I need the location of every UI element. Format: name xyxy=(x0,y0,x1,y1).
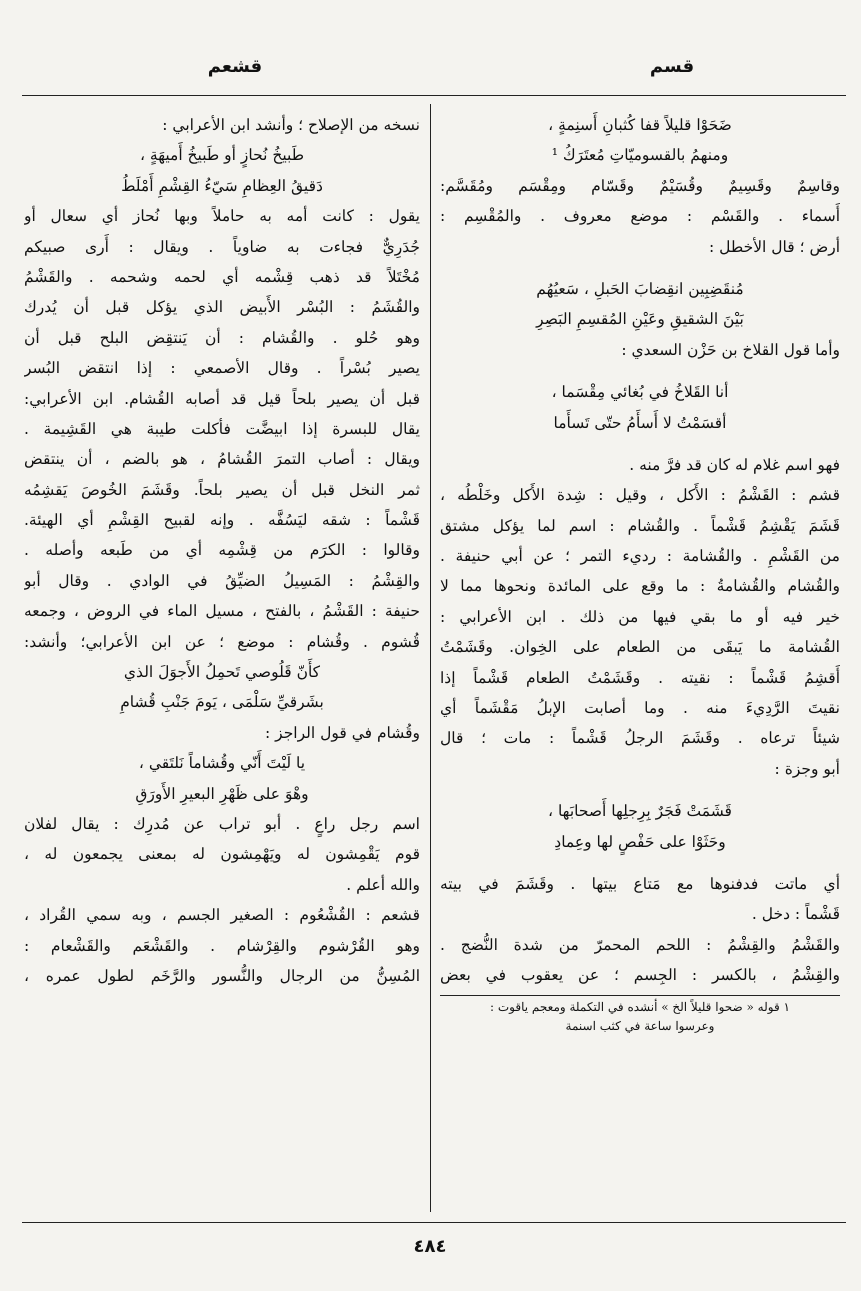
verse-line: ومنهمُ بالقسوميّاتِ مُعتَرَكُ ¹ xyxy=(551,146,729,165)
text-line: قَشْماً : شقه ليَسُفَّه . وإنه لقبيح القِشْمِ أي الهيئة. xyxy=(24,511,420,530)
footnote-line: ١ قوله « ضحوا قليلاً الخ » أنشده في التكملة ومعجم ياقوت : xyxy=(490,999,790,1014)
text-line: جُدَرِيٌّ فجاءت به ضاوياً . ويقال : أَرى صبيكم xyxy=(24,237,420,256)
spacer xyxy=(440,857,840,869)
text-line: أَسماء . والقَسْم : موضع معروف . والمُقْسِم : xyxy=(440,207,840,226)
text-line: والله أعلم . xyxy=(346,875,420,894)
spacer xyxy=(440,365,840,377)
text-line: أي ماتت فدفنوها مع مَتاع بيتها . وقَشَمَ في بيته xyxy=(440,874,840,893)
text-line: أَقشِمُ قَشْماً : نقيته . وقَشَمْتُ الطعام قَشْماً إذا xyxy=(440,668,840,687)
text-line: وقالوا : الكرَم من قِشْمِه أي من طَبعه وأصله . xyxy=(24,541,420,560)
text-line: قَشْماً : دخل . xyxy=(751,905,840,924)
text-line: وهو القُرْشوم والقِرْشام . والقَشْعَم والقَشْعام : xyxy=(24,936,420,955)
header-right-word: قسم xyxy=(649,56,695,77)
header-divider xyxy=(22,95,846,96)
text-line: القُشامة ما يَبقَى من الطعام على الخِوان. وقَشَمْتُ xyxy=(440,638,840,657)
text-line: اسم رجل راعٍ . أبو تراب عن مُدرِك : يقال لفلان xyxy=(24,814,420,833)
verse-line: طَبيخُ نُحازٍ أو طَبيخُ أَميهَةٍ ، xyxy=(139,146,305,165)
text-line: من القَشْمِ . والقُشامة : رديء التمر ؛ عن أبي حنيفة . xyxy=(440,547,840,566)
text-line: والقِشْمُ ، بالكسر : الجِسم ؛ عن يعقوب في بعض xyxy=(440,966,840,985)
verse-line: ضَحَوْا قليلاً قفا كُثبانِ أَسنِمةٍ ، xyxy=(548,116,732,134)
footnote xyxy=(440,998,840,1036)
text-line: قَشَمَ يَقْشِمُ قَشْماً . والقُشام : اسم لما يؤكل مشتق xyxy=(440,516,840,535)
verse-line: أقسَمْتُ لا أَسأَمُ حتّى تَسأَما xyxy=(553,413,727,432)
text-line: يصير بُسْراً . وقال الأصمعي : إذا انتقض البُسر xyxy=(24,359,420,378)
spacer xyxy=(440,438,840,450)
verse-line: قَشَمَتْ فَجَرٌ بِرِجلِها أَصحابَها ، xyxy=(548,802,732,821)
text-line: أرض ؛ قال الأخطل : xyxy=(709,237,840,256)
header-left-word: قشعم xyxy=(207,56,263,77)
verse-line: بَيْنَ الشقيقِ وعَيْنِ المُقسِمِ البَصِرِ xyxy=(536,310,744,329)
right-column xyxy=(440,110,840,1036)
footnote-divider xyxy=(440,995,840,996)
right-column-text xyxy=(440,110,840,991)
verse-line: يا لَيْتَ أَنّي وقُشاماً نَلتَقي ، xyxy=(138,754,306,773)
text-line: نقيتَ الرَّدِيءَ منه . وما أصابت الإبلُ مَقْشَماً أي xyxy=(440,699,840,718)
footnote-line: وعرسوا ساعة في كثب اسنمة xyxy=(565,1018,715,1033)
page-number: ٤٨٤ xyxy=(413,1236,447,1257)
spacer xyxy=(440,784,840,796)
text-line: حنيفة : القَشْمُ ، بالفتح ، مسيل الماء في الروض ، وجمعه xyxy=(24,602,420,621)
text-line: وأما قول القلاخ بن حَزْن السعدي : xyxy=(621,340,840,359)
verse-line: دَقيقُ العِظامِ سَيّءُ القِشْمِ أَمْلَطُ xyxy=(121,176,323,195)
text-line: قُشوم . وقُشام : موضع ؛ عن ابن الأعرابي؛ وأنشد: xyxy=(24,632,420,651)
text-line: وقُشام في قول الراجز : xyxy=(265,723,420,742)
verse-line: وحَثَوْا على حَفْصٍ لها وعِمادِ xyxy=(554,832,726,851)
text-line: أبو وجزة : xyxy=(774,759,840,778)
verse-line: وهْوَ على ظَهْرِ البعيرِ الأَورَقِ xyxy=(135,784,309,803)
text-line: يقال للبسرة إذا ابيضَّت فأكلت طيبة هي القَشِيمة . xyxy=(24,419,420,438)
text-line: خير فيه أو ما بقي فيها من ذلك . ابن الأعرابي : xyxy=(440,607,840,626)
entry-line: قشم : القَشْمُ : الأَكل ، وقيل : شِدة الأَكل وخَلْطُه ، xyxy=(440,486,840,505)
verse-line: أنا القَلاخُ في بُغائي مِقْسَما ، xyxy=(551,383,729,402)
text-line: نسخه من الإصلاح ؛ وأنشد ابن الأعرابي : xyxy=(162,116,420,134)
text-line: ثمر النخل قبل أن يصير بلحاً. وقَشَمَ الخُوصَ يَقشِمُه xyxy=(24,480,420,499)
text-line: المُسِنُّ من الرجال والنُّسور والرَّخَم لطول عمره ، xyxy=(24,966,420,985)
column-divider xyxy=(430,104,431,1212)
footer-divider xyxy=(22,1222,846,1223)
entry-line: قشعم : القُشْعُوم : الصغير الجسم ، وبه سمي القُراد ، xyxy=(24,906,420,925)
text-line: والقِشْمُ : المَسِيلُ الضيِّقُ في الوادي . وقال أبو xyxy=(24,571,420,590)
text-line: قبل أن يصير بلحاً قيل قد أصابه القُشام. ابن الأعرابي: xyxy=(24,389,420,408)
left-column xyxy=(24,110,420,991)
text-line: فهو اسم غلام له كان قد فرَّ منه . xyxy=(629,455,840,474)
text-line: شيئاً ترعاه . وقَشَمَ الرجلُ قَشْماً : مات ؛ قال xyxy=(440,729,840,748)
text-line: وهو حُلو . والقُشام : أن يَنتقِض البلح قبل أن xyxy=(24,328,420,347)
text-line: وقاسِمٌ وقَسِيمٌ وقُسَيْمٌ وقَسّام ومِقْسَم ومُقَسَّم: xyxy=(440,176,840,195)
text-line: يقول : كانت أمه به حاملاً وبها نُحاز أي سعال أو xyxy=(24,207,420,226)
verse-line: كأَنّ قَلُوصي تَحمِلُ الأَجوَلَ الذي xyxy=(123,663,321,682)
verse-line: بشَرقيِّ سَلْمَى ، يَومَ جَنْبِ قُشامِ xyxy=(120,693,324,712)
verse-line: مُنقَضِبِين انقِضابَ الحَبلِ ، سَعيُهُم xyxy=(536,279,744,298)
text-line: قوم يَقْمِشون له ويَهْمِشون له بمعنى يجمعون له ، xyxy=(24,845,420,864)
text-line: والقُشام والقُشامةُ : ما وقع على المائدة ونحوها مما لا xyxy=(440,577,840,596)
left-column-text xyxy=(24,110,420,991)
spacer xyxy=(440,262,840,274)
text-line: والقُشَمُ : البُسْر الأَبيض الذي يؤكل قبل أن يُدرك xyxy=(24,298,420,317)
text-line: ويقال : أصاب التمرَ القُشامُ ، هو بالضم ، أن ينتقض xyxy=(24,450,420,469)
text-line: والقَشْمُ والقِشْمُ : اللحم المحمرّ من شدة النُّضج . xyxy=(440,935,840,954)
text-line: مُخْتَلاً قد ذهب قِشْمه أي لحمه وشحمه . والقَشْمُ xyxy=(24,267,420,286)
